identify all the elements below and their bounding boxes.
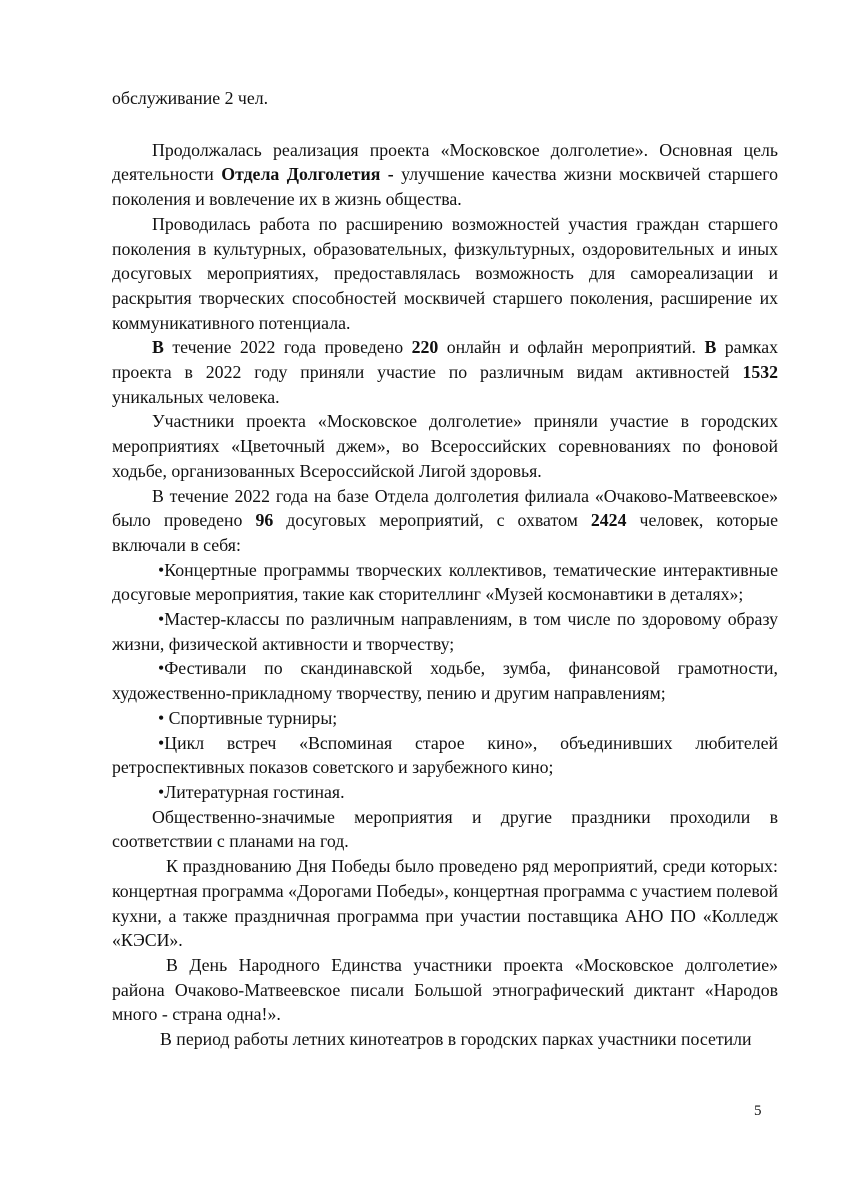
text-run: Участники проекта «Московское долголетие» приняли участие в городских мероприятиях «Цветочный джем», во Всероссийских соревнованиях по фоновой ходьбе, организованных Всероссийской Лигой здоровья. xyxy=(112,411,778,481)
text-run: обслуживание 2 чел. xyxy=(112,88,269,108)
text-run: •Концертные программы творческих коллективов, тематические интерактивные досуговые мероприятия, такие как сторителлинг «Музей космонавтики в деталях»; xyxy=(112,559,778,605)
paragraph-branch-events xyxy=(112,484,778,558)
paragraph-public-events xyxy=(112,805,778,854)
text-run: улучшение качества жизни москвичей старшего поколения и вовлечение их в жизнь общества. xyxy=(112,164,778,210)
text-run: человек, которые включали в себя: xyxy=(112,510,778,555)
text-run: К празднованию Дня Победы было проведено ряд мероприятий, среди которых: концертная программа «Дорогами Победы», концертная программа с участием полевой кухни, а также праздничная программа при участии поставщика АНО ПО «Колледж «КЭСИ». xyxy=(112,856,778,951)
paragraph-service-count xyxy=(112,86,778,111)
text-run: • Спортивные турниры; xyxy=(158,707,338,728)
text-run: Продолжалась реализация проекта «Московское долголетие». Основная цель деятельности xyxy=(112,139,778,185)
text-run-bold: В xyxy=(152,337,164,358)
paragraph-city-events xyxy=(112,409,778,483)
paragraph-events-2022 xyxy=(112,335,778,409)
text-run: досуговых мероприятий, с охватом xyxy=(273,510,591,531)
text-run: течение 2022 года проведено xyxy=(163,337,412,358)
text-run: рамках проекта в 2022 году приняли участие по различным видам активностей xyxy=(112,337,778,383)
text-run-bold: 96 xyxy=(255,510,274,531)
text-run: уникальных человека. xyxy=(112,386,280,407)
document-body xyxy=(112,86,778,1052)
paragraph-victory-day xyxy=(112,854,778,953)
text-run: онлайн и офлайн мероприятий. xyxy=(438,337,705,358)
text-run: В День Народного Единства участники проекта «Московское долголетие» района Очаково-Матвеевское писали Большой этнографический диктант «Народов много - страна одна!». xyxy=(112,954,778,1025)
paragraph-gap xyxy=(112,111,778,138)
list-item-literary-lounge xyxy=(112,780,778,805)
text-run-bold: 1532 xyxy=(742,362,778,383)
list-item-festivals xyxy=(112,656,778,705)
paragraph-unity-day xyxy=(112,953,778,1027)
text-run-bold: Отдела Долголетия - xyxy=(221,164,394,185)
text-run: •Фестивали по скандинавской ходьбе, зумба, финансовой грамотности, художественно-прикладному творчеству, пению и другим направлениям; xyxy=(112,658,778,704)
text-run: В течение 2022 года на базе Отдела долголетия филиала «Очаково-Матвеевское» было проведено xyxy=(112,485,778,531)
text-run: Общественно-значимые мероприятия и другие праздники проходили в соответствии с планами на год. xyxy=(112,806,778,852)
paragraph-participation-work xyxy=(112,212,778,336)
list-item-old-cinema xyxy=(112,731,778,780)
text-run: В период работы летних кинотеатров в городских парках участники посетили xyxy=(160,1029,752,1050)
paragraph-summer-cinemas xyxy=(112,1027,778,1052)
text-run: •Цикл встреч «Вспоминая старое кино», объединивших любителей ретроспективных показов советского и зарубежного кино; xyxy=(112,732,778,778)
text-run-bold: В xyxy=(704,337,717,358)
text-run: •Литературная гостиная. xyxy=(158,781,345,802)
paragraph-project-goal xyxy=(112,138,778,212)
page-number: 5 xyxy=(754,1103,762,1119)
list-item-sports-tournaments xyxy=(112,706,778,731)
list-item-concerts xyxy=(112,558,778,607)
list-item-master-classes xyxy=(112,607,778,656)
text-run-bold: 2424 xyxy=(590,510,627,531)
text-run: •Мастер-классы по различным направлениям, в том числе по здоровому образу жизни, физической активности и творчеству; xyxy=(112,609,778,654)
text-run: Проводилась работа по расширению возможностей участия граждан старшего поколения в культурных, образовательных, физкультурных, оздоровительных и иных досуговых мероприятиях, предоставлялась возможность для самореализации и раскрытия творческих способностей москвичей старшего поколения, расширение их коммуникативного потенциала. xyxy=(112,213,778,333)
text-run-bold: 220 xyxy=(411,337,439,358)
